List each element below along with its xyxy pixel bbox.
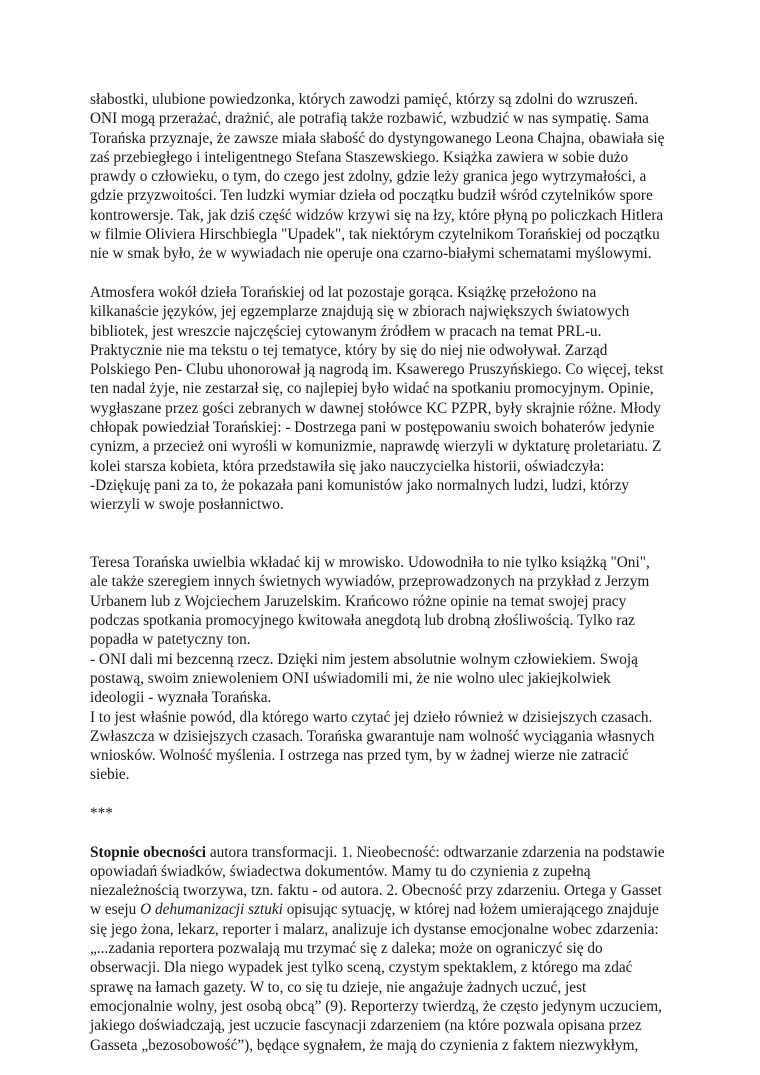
text-line: emocjonalnie wolny, jest osobą obcą” (9). Reporterzy twierdzą, że często jedynym uczuciem,: [90, 997, 662, 1015]
text-line: popadła w patetyczny ton.: [90, 631, 251, 649]
text-line: Zwłaszcza w dzisiejszych czasach. Torańska gwarantuje nam wolność wyciągania własnych: [90, 727, 655, 745]
text-line: jakiego doświadczają, jest uczucie fascynacji zdarzeniem (na które pozwala opisana przez: [90, 1017, 642, 1035]
paragraph-spacer: [90, 515, 672, 554]
text-line: [90, 843, 672, 862]
text-line: niezależnością tworzywa, tzn. faktu - od autora. 2. Obecność przy zdarzeniu. Ortega y Gasset: [90, 882, 662, 900]
text-line: podczas spotkania promocyjnego kwitowała anegdotą lub drobną złośliwością. Tylko raz: [90, 612, 635, 630]
text-line: „...zadania reportera pozwalają mu trzymać się z daleka; może on ograniczyć się do: [90, 940, 603, 958]
paragraph-3: [90, 553, 672, 785]
text-line: ten nadal żyje, nie zestarzał się, co najlepiej było widać na spotkaniu promocyjnym. Opinie,: [90, 380, 654, 398]
text-line: Polskiego Pen- Clubu uhonorował ją nagrodą im. Ksawerego Pruszyńskiego. Co więcej, tekst: [90, 361, 664, 379]
text-line: słabostki, ulubione powiedzonka, których zawodzi pamięć, którzy są zdolni do wzruszeń.: [90, 91, 638, 108]
text-line: opowiadań świadków, świadectwa dokumentów. Mamy tu do czynienia z zupełną: [90, 862, 591, 880]
text-line: zaś przebiegłego i inteligentnego Stefana Staszewskiego. Książka zawiera w sobie dużo: [90, 148, 629, 166]
text-line: nie w smak było, że w wywiadach nie operuje ona czarno-białymi schematami myślowymi.: [90, 245, 652, 263]
text-line: w filmie Oliviera Hirschbiegla "Upadek", tak niektórym czytelnikom Torańskiej od początku: [90, 226, 660, 244]
text-line: -Dziękuję pani za to, że pokazała pani komunistów jako normalnych ludzi, ludzi, którzy: [90, 476, 630, 494]
paragraph-2: [90, 283, 672, 515]
text-line: kontrowersje. Tak, jak dziś część widzów krzywi się na łzy, które płyną po policzkach Hitlera: [90, 206, 664, 224]
text-line: Urbanem lub z Wojciechem Jaruzelskim. Krańcowo różne opinie na temat swojej pracy: [90, 592, 627, 610]
text-line: Gasseta „bezosobowość”), będące sygnałem, że mają do czynienia z faktem niezwykłym,: [90, 1036, 639, 1054]
paragraph-4: [90, 843, 672, 1055]
text-run: autora transformacji. 1. Nieobecność: odtwarzanie zdarzenia na podstawie: [206, 843, 665, 861]
text-line: cynizm, a przecież oni wyrośli w komunizmie, naprawdę wierzyli w dyktaturę proletariatu. Z: [90, 438, 662, 456]
italic-title: O dehumanizacji sztuki: [140, 901, 283, 919]
text-line: wniosków. Wolność myślenia. I ostrzega nas przed tym, by w żadnej wierze nie zatracić: [90, 747, 629, 765]
text-line: wierzyli w swoje posłannictwo.: [90, 496, 284, 514]
document-page: [90, 90, 672, 1055]
text-line: Atmosfera wokół dzieła Torańskiej od lat pozostaje gorąca. Książkę przełożono na: [90, 283, 597, 301]
text-line: I to jest właśnie powód, dla którego warto czytać jej dzieło również w dzisiejszych czasach.: [90, 708, 653, 726]
text-line: Torańska przyznaje, że zawsze miała słabość do dystyngowanego Leona Chajna, obawiała się: [90, 129, 665, 147]
text-line: prawdy o człowieku, o tym, do czego jest zdolny, gdzie leży granica jego wytrzymałości, a: [90, 168, 647, 186]
text-line: - ONI dali mi bezcenną rzecz. Dzięki nim jestem absolutnie wolnym człowiekiem. Swoją: [90, 650, 638, 668]
text-line: siebie.: [90, 766, 130, 784]
text-line: ale także szeregiem innych świetnych wywiadów, przeprowadzonych na przykład z Jerzym: [90, 573, 650, 591]
text-line: obserwacji. Dla niego wypadek jest tylko sceną, czystym spektaklem, z którego ma zdać: [90, 959, 633, 977]
text-run: w eseju: [90, 901, 141, 919]
paragraph-spacer: [90, 264, 672, 283]
text-line: się jego żona, lekarz, reporter i malarz, analizuje ich dystanse emocjonalne wobec zdarzenia:: [90, 920, 659, 938]
text-line: postawą, swoim zniewoleniem ONI uświadomili mi, że nie wolno ulec jakiejkolwiek: [90, 669, 611, 687]
text-line: wygłaszane przez gości zebranych w dawnej stołówce KC PZPR, były skrajnie różne. Młody: [90, 399, 661, 417]
text-run: opisując sytuację, w której nad łożem umierającego znajduje: [282, 901, 659, 919]
paragraph-spacer: [90, 823, 672, 842]
text-line: chłopak powiedział Torańskiej: - Dostrzega pani w postępowaniu swoich bohaterów jedynie: [90, 419, 655, 437]
section-separator: ***: [90, 804, 113, 822]
text-line: kolei starsza kobieta, która przedstawiła się jako nauczycielka historii, oświadczyła:: [90, 457, 605, 475]
paragraph-1: [90, 90, 672, 264]
text-line: ideologii - wyznała Torańska.: [90, 689, 272, 707]
text-line: sprawę na łamach gazety. W to, co się tu dzieje, nie angażuje żadnych uczuć, jest: [90, 978, 587, 996]
bold-term: Stopnie obecności: [90, 843, 207, 861]
text-line: kilkanaście języków, jej egzemplarze znajdują się w zbiorach największych światowych: [90, 303, 630, 321]
text-line: bibliotek, jest wreszcie najczęściej cytowanym źródłem w pracach na temat PRL-u.: [90, 322, 602, 340]
text-line: ONI mogą przerażać, drażnić, ale potrafią także rozbawić, wzbudzić w nas sympatię. Sama: [90, 110, 649, 128]
paragraph-spacer: [90, 785, 672, 804]
text-line: gdzie przyzwoitości. Ten ludzki wymiar dzieła od początku budził wśród czytelników spore: [90, 187, 653, 205]
text-line: Teresa Torańska uwielbia wkładać kij w mrowisko. Udowodniła to nie tylko książką "Oni",: [90, 554, 650, 572]
text-line: [90, 900, 672, 919]
text-line: Praktycznie nie ma tekstu o tej tematyce, który by się do niej nie odwoływał. Zarząd: [90, 341, 608, 359]
